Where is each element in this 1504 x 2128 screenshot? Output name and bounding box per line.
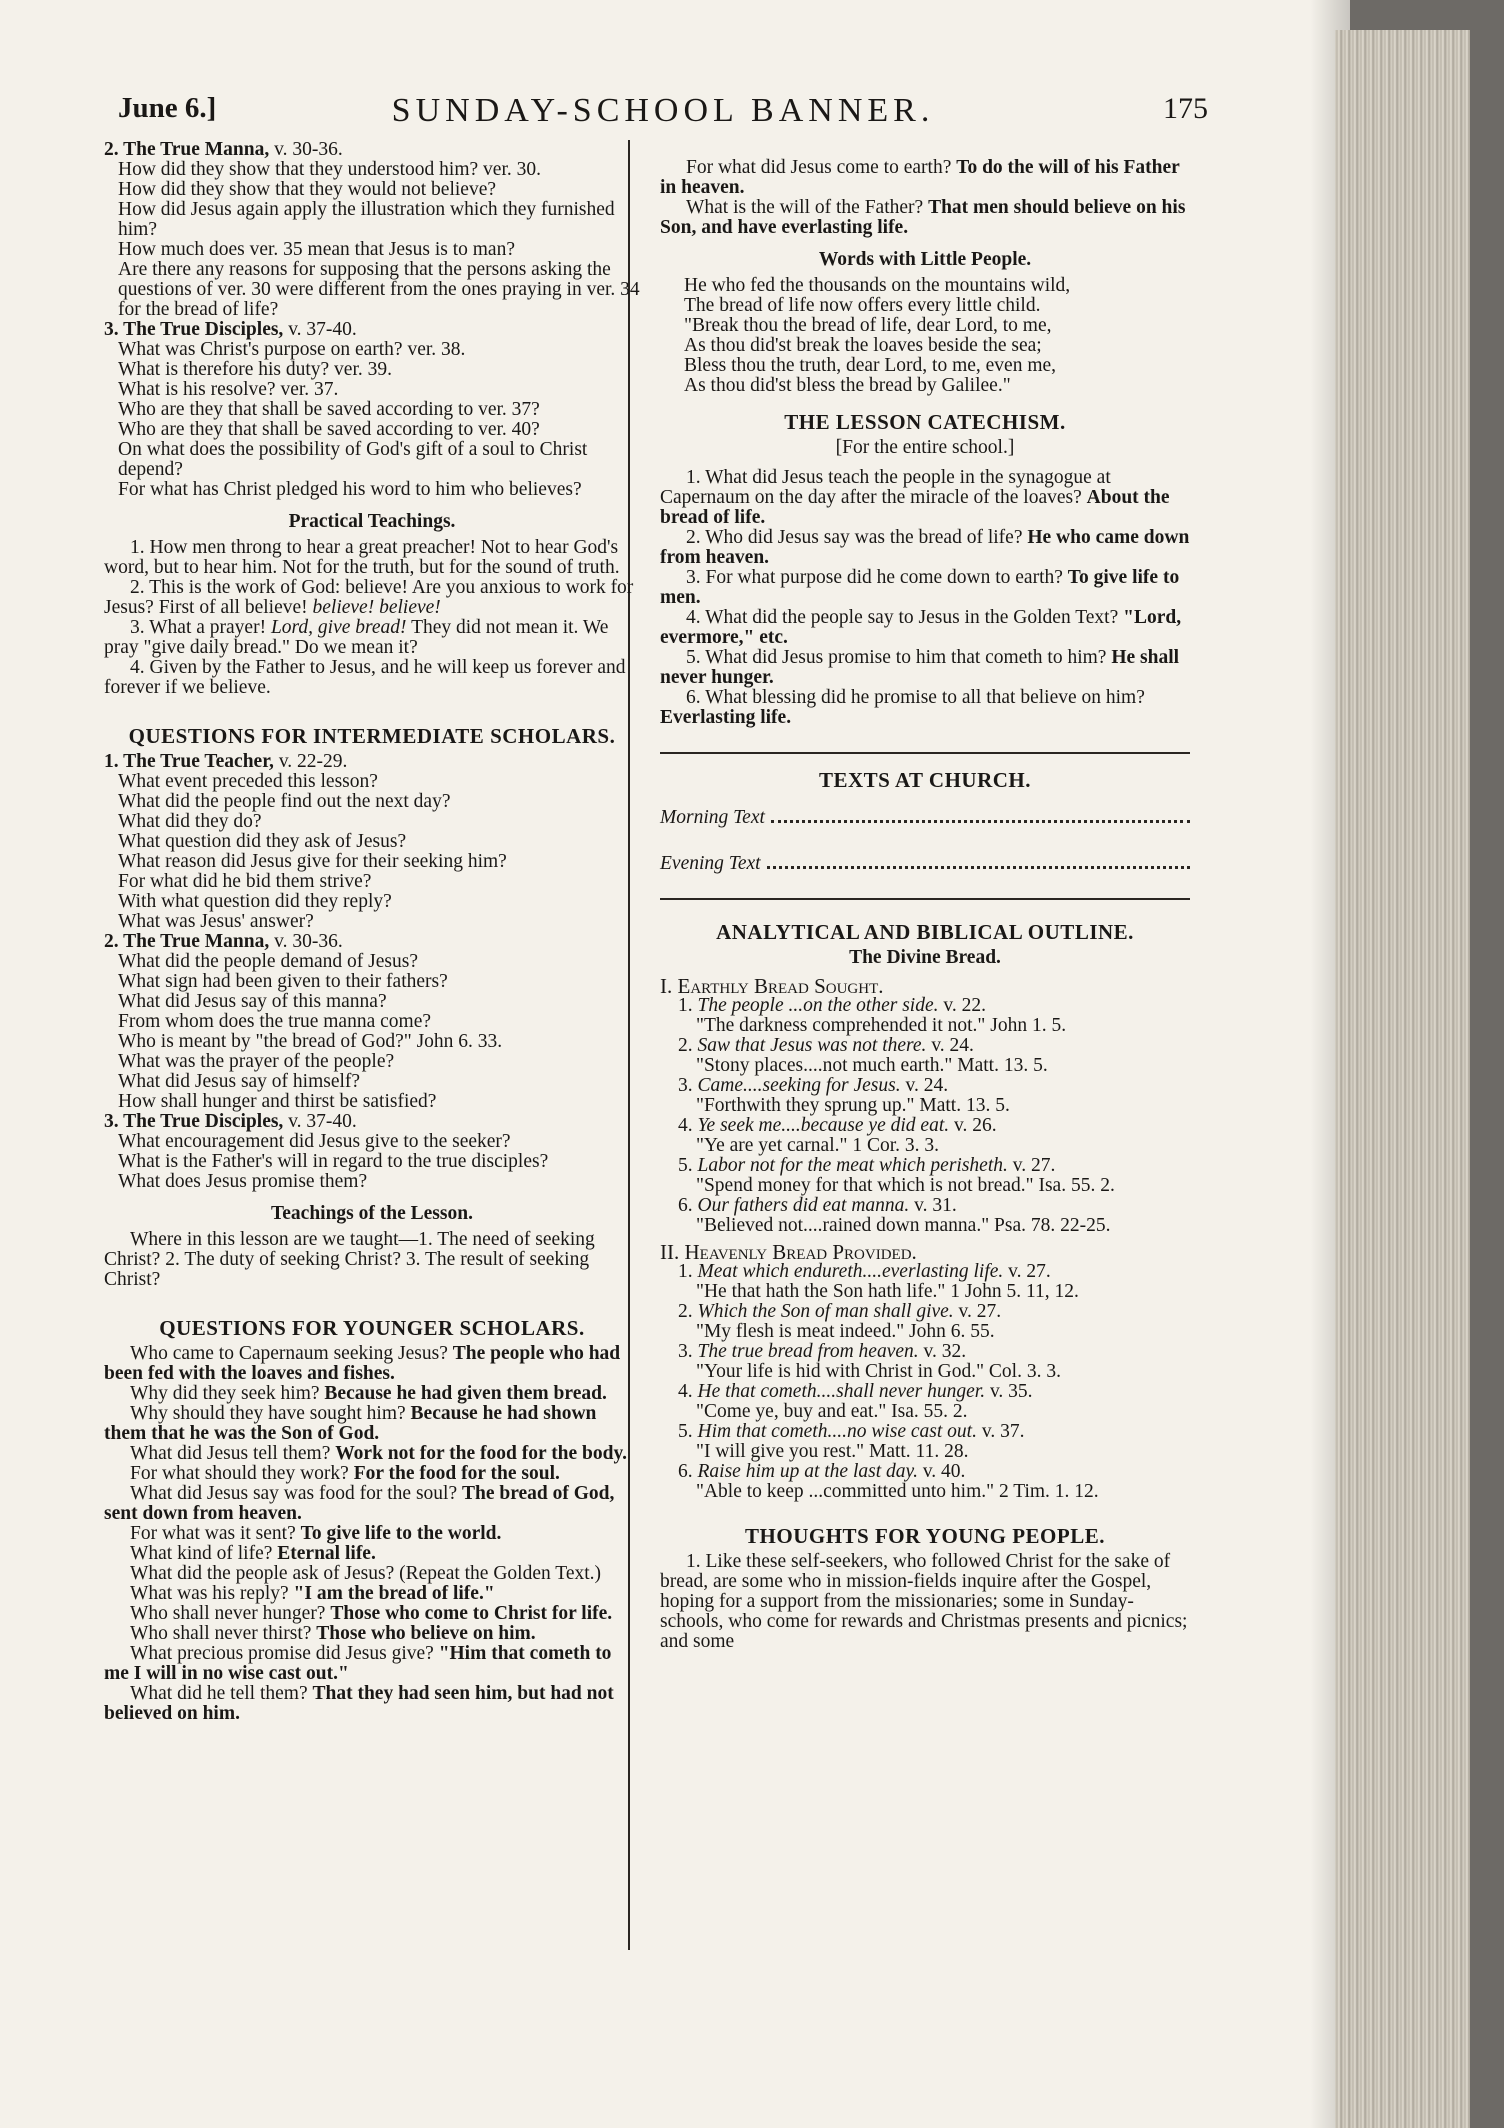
teachings-heading: Teachings of the Lesson. <box>271 1203 473 1224</box>
catechism-item: 1. What did Jesus teach the people in the synagogue at Capernaum on the day after the miracle of the loaves? About the bread of life. <box>660 467 1170 528</box>
outline-quote: "Stony places....not much earth." Matt. 13. 5. <box>696 1055 1048 1076</box>
outline-quote: "Your life is hid with Christ in God." Col. 3. 3. <box>696 1361 1061 1382</box>
question-list <box>104 160 640 320</box>
qa-item: What kind of life? Eternal life. <box>130 1543 376 1564</box>
qa-item: What did Jesus say was food for the soul? The bread of God, sent down from heaven. <box>104 1483 615 1524</box>
outline-quote: "I will give you rest." Matt. 11. 28. <box>696 1441 969 1462</box>
catechism-item: 6. What blessing did he promise to all that believe on him? Everlasting life. <box>660 687 1145 728</box>
outline-quote: "My flesh is meat indeed." John 6. 55. <box>696 1321 995 1342</box>
poem-line: As thou did'st break the loaves beside the sea; <box>684 335 1042 356</box>
question: What question did they ask of Jesus? <box>118 831 407 852</box>
question: What did Jesus say of this manna? <box>118 991 387 1012</box>
question: What sign had been given to their fathers? <box>118 971 448 992</box>
catechism-item: 2. Who did Jesus say was the bread of life? He who came down from heaven. <box>660 527 1190 568</box>
catechism-item: 3. For what purpose did he come down to earth? To give life to men. <box>660 567 1180 608</box>
section-heading: 1. The True Teacher, v. 22-29. <box>104 751 348 772</box>
outline-quote: "Believed not....rained down manna." Psa. 78. 22-25. <box>696 1215 1111 1236</box>
qa-item: What precious promise did Jesus give? "Him that cometh to me I will in no wise cast out." <box>104 1643 612 1684</box>
question: For what has Christ pledged his word to him who believes? <box>118 479 582 500</box>
catechism-subheading: [For the entire school.] <box>835 437 1015 458</box>
outline-item: 2. Saw that Jesus was not there. v. 24. "Stony places....not much earth." Matt. 13. 5. <box>660 1036 1190 1076</box>
question: Are there any reasons for supposing that the persons asking the questions of ver. 30 were different from the ones praying in ver. 34 for the bread of life? <box>118 259 640 320</box>
practical-teachings-heading: Practical Teachings. <box>288 511 456 532</box>
outline-item: 1. The people ...on the other side. v. 22. "The darkness comprehended it not." John 1. 5. <box>660 996 1190 1036</box>
poem-line: The bread of life now offers every little child. <box>684 295 1041 316</box>
outline-item: 6. Our fathers did eat manna. v. 31. "Believed not....rained down manna." Psa. 78. 22-25. <box>660 1196 1190 1236</box>
question: What is the Father's will in regard to the true disciples? <box>118 1151 549 1172</box>
outline-item: 5. Him that cometh....no wise cast out. v. 37. "I will give you rest." Matt. 11. 28. <box>660 1422 1190 1462</box>
outline-list <box>660 996 1190 1236</box>
question: What reason did Jesus give for their seeking him? <box>118 851 507 872</box>
section-heading: 3. The True Disciples, v. 37-40. <box>104 319 357 340</box>
outline-item: 2. Which the Son of man shall give. v. 27. "My flesh is meat indeed." John 6. 55. <box>660 1302 1190 1342</box>
question-list <box>104 1132 640 1192</box>
question: What did the people demand of Jesus? <box>118 951 418 972</box>
catechism-list <box>660 468 1190 728</box>
question: How did Jesus again apply the illustration which they furnished him? <box>118 199 615 240</box>
question: What does Jesus promise them? <box>118 1171 368 1192</box>
qa-item: What is the will of the Father? That men should believe on his Son, and have everlasting life. <box>660 197 1186 238</box>
running-header <box>118 92 1208 136</box>
poem-line: Bless thou the truth, dear Lord, to me, even me, <box>684 355 1057 376</box>
younger-heading: QUESTIONS FOR YOUNGER SCHOLARS. <box>159 1316 585 1340</box>
qa-item: What was his reply? "I am the bread of life." <box>130 1583 495 1604</box>
question: What event preceded this lesson? <box>118 771 378 792</box>
qa-item: What did the people ask of Jesus? (Repeat the Golden Text.) <box>130 1563 602 1584</box>
teaching-paragraph: 1. How men throng to hear a great preacher! Not to hear God's word, but to hear him. Not for the truth, but for the sound of truth. <box>104 537 620 578</box>
outline-subheading: The Divine Bread. <box>849 947 1001 968</box>
qa-item: For what did Jesus come to earth? To do the will of his Father in heaven. <box>660 157 1180 198</box>
divider <box>660 898 1190 900</box>
outline-quote: "The darkness comprehended it not." John 1. 5. <box>696 1015 1067 1036</box>
outline-item: 3. The true bread from heaven. v. 32. "Your life is hid with Christ in God." Col. 3. 3. <box>660 1342 1190 1382</box>
morning-text-field <box>660 808 1190 828</box>
section-heading: 3. The True Disciples, v. 37-40. <box>104 1111 357 1132</box>
question-list <box>104 340 640 500</box>
outline-item: 3. Came....seeking for Jesus. v. 24. "Forthwith they sprung up." Matt. 13. 5. <box>660 1076 1190 1116</box>
left-column <box>104 140 640 1724</box>
qa-item: For what should they work? For the food for the soul. <box>130 1463 560 1484</box>
outline-part-title: II. Heavenly Bread Provided. <box>660 1240 917 1264</box>
little-people-heading: Words with Little People. <box>818 249 1032 270</box>
right-column <box>660 158 1190 1652</box>
outline-quote: "Ye are yet carnal." 1 Cor. 3. 3. <box>696 1135 940 1156</box>
qa-item: Who came to Capernaum seeking Jesus? The people who had been fed with the loaves and fishes. <box>104 1343 621 1384</box>
texts-heading: TEXTS AT CHURCH. <box>818 768 1032 792</box>
teachings-paragraph: Where in this lesson are we taught—1. The need of seeking Christ? 2. The duty of seeking Christ? 3. The result of seeking Christ? <box>104 1229 595 1290</box>
evening-text-label: Evening Text <box>660 853 761 874</box>
book-page-edges <box>1335 30 1470 2128</box>
question: How shall hunger and thirst be satisfied? <box>118 1091 437 1112</box>
qa-item: What did Jesus tell them? Work not for the food for the body. <box>130 1443 628 1464</box>
outline-part-title: I. Earthly Bread Sought. <box>660 974 884 998</box>
outline-quote: "He that hath the Son hath life." 1 John 5. 11, 12. <box>696 1281 1079 1302</box>
question: What did they do? <box>118 811 262 832</box>
outline-quote: "Forthwith they sprung up." Matt. 13. 5. <box>696 1095 1010 1116</box>
poem-line: He who fed the thousands on the mountains wild, <box>684 275 1071 296</box>
teaching-paragraph: 4. Given by the Father to Jesus, and he will keep us forever and forever if we believe. <box>104 657 626 698</box>
section-heading: 2. The True Manna, v. 30-36. <box>104 931 343 952</box>
catechism-heading: THE LESSON CATECHISM. <box>784 410 1066 434</box>
outline-quote: "Able to keep ...committed unto him." 2 Tim. 1. 12. <box>696 1481 1099 1502</box>
question: What is therefore his duty? ver. 39. <box>118 359 392 380</box>
outline-item: 4. He that cometh....shall never hunger. v. 35. "Come ye, buy and eat." Isa. 55. 2. <box>660 1382 1190 1422</box>
evening-text-field <box>660 854 1190 874</box>
question: From whom does the true manna come? <box>118 1011 431 1032</box>
header-date: June 6.] <box>118 92 217 124</box>
younger-qa-list <box>104 1344 640 1724</box>
question: What was Jesus' answer? <box>118 911 314 932</box>
outline-heading: ANALYTICAL AND BIBLICAL OUTLINE. <box>716 920 1134 944</box>
question: Who is meant by "the bread of God?" John 6. 33. <box>118 1031 503 1052</box>
outline-quote: "Spend money for that which is not bread." Isa. 55. 2. <box>696 1175 1115 1196</box>
qa-item: Why should they have sought him? Because he had shown them that he was the Son of God. <box>104 1403 597 1444</box>
outline-item: 6. Raise him up at the last day. v. 40. "Able to keep ...committed unto him." 2 Tim. 1. 12. <box>660 1462 1190 1502</box>
question: What was Christ's purpose on earth? ver. 38. <box>118 339 466 360</box>
qa-item: What did he tell them? That they had seen him, but had not believed on him. <box>104 1683 614 1724</box>
question: What did the people find out the next day? <box>118 791 451 812</box>
question: What encouragement did Jesus give to the seeker? <box>118 1131 511 1152</box>
thoughts-heading: THOUGHTS FOR YOUNG PEOPLE. <box>745 1524 1105 1548</box>
outline-item: 4. Ye seek me....because ye did eat. v. 26. "Ye are yet carnal." 1 Cor. 3. 3. <box>660 1116 1190 1156</box>
qa-item: For what was it sent? To give life to the world. <box>130 1523 502 1544</box>
divider <box>660 752 1190 754</box>
outline-quote: "Come ye, buy and eat." Isa. 55. 2. <box>696 1401 968 1422</box>
question: For what did he bid them strive? <box>118 871 372 892</box>
catechism-item: 5. What did Jesus promise to him that cometh to him? He shall never hunger. <box>660 647 1180 688</box>
question: What was the prayer of the people? <box>118 1051 395 1072</box>
thoughts-paragraph: 1. Like these self-seekers, who followed Christ for the sake of bread, are some who in mission-fields inquire after the Gospel, hoping for a support from the missionaries; some in Sunday-schools, who come for rewards and Christmas presents and picnics; and some <box>660 1551 1188 1652</box>
outline-list <box>660 1262 1190 1502</box>
question: How did they show that they would not believe? <box>118 179 497 200</box>
question-list <box>104 952 640 1112</box>
qa-item: Who shall never hunger? Those who come to Christ for life. <box>130 1603 613 1624</box>
section-heading: 2. The True Manna, v. 30-36. <box>104 139 343 160</box>
question: What is his resolve? ver. 37. <box>118 379 339 400</box>
page-number: 175 <box>1163 92 1208 125</box>
qa-item: Who shall never thirst? Those who believe on him. <box>130 1623 536 1644</box>
teaching-paragraph: 3. What a prayer! Lord, give bread! They did not mean it. We pray "give daily bread." Do we mean it? <box>104 617 609 658</box>
poem-line: As thou did'st bless the bread by Galilee." <box>684 375 1011 396</box>
question: How did they show that they understood him? ver. 30. <box>118 159 541 180</box>
poem-line: "Break thou the bread of life, dear Lord, to me, <box>684 315 1052 336</box>
outline-item: 5. Labor not for the meat which perisheth. v. 27. "Spend money for that which is not bread." Isa. 55. 2. <box>660 1156 1190 1196</box>
question: Who are they that shall be saved according to ver. 40? <box>118 419 540 440</box>
catechism-item: 4. What did the people say to Jesus in the Golden Text? "Lord, evermore," etc. <box>660 607 1182 648</box>
intermediate-heading: QUESTIONS FOR INTERMEDIATE SCHOLARS. <box>128 724 616 748</box>
question: What did Jesus say of himself? <box>118 1071 361 1092</box>
poem <box>660 276 1190 396</box>
question: How much does ver. 35 mean that Jesus is to man? <box>118 239 515 260</box>
question-list <box>104 772 640 932</box>
qa-item: Why did they seek him? Because he had given them bread. <box>130 1383 607 1404</box>
outline-item: 1. Meat which endureth....everlasting life. v. 27. "He that hath the Son hath life." 1 John 5. 11, 12. <box>660 1262 1190 1302</box>
question: On what does the possibility of God's gift of a soul to Christ depend? <box>118 439 588 480</box>
question: With what question did they reply? <box>118 891 392 912</box>
morning-text-label: Morning Text <box>660 807 765 828</box>
header-title: SUNDAY-SCHOOL BANNER. <box>391 92 935 129</box>
teaching-paragraph: 2. This is the work of God: believe! Are you anxious to work for Jesus? First of all believe! believe! believe! <box>104 577 634 618</box>
question: Who are they that shall be saved according to ver. 37? <box>118 399 540 420</box>
